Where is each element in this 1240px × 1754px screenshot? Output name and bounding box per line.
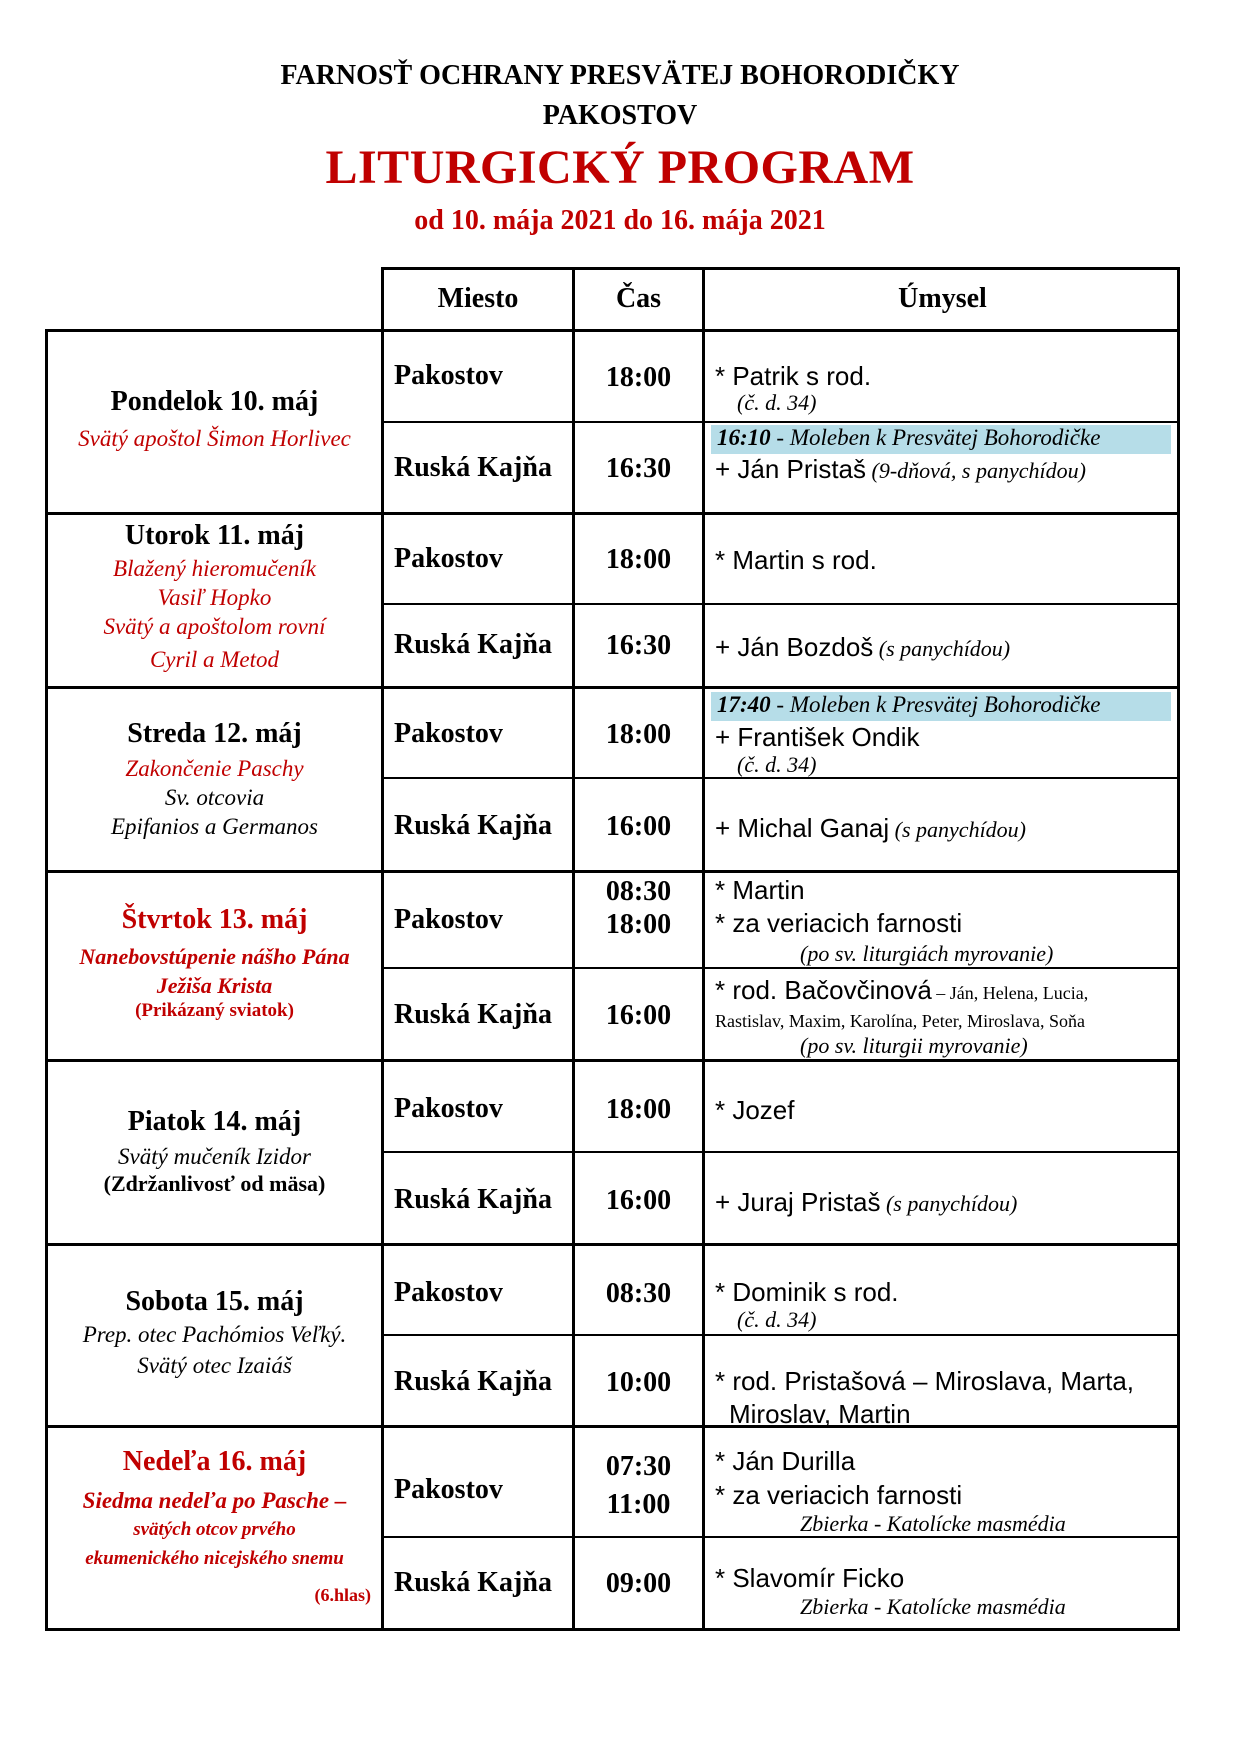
feast-line: svätých otcov prvého [133, 1519, 296, 1540]
time-value: 18:00 [605, 1094, 672, 1125]
feast-line: Prep. otec Pachómios Veľký. [82, 1322, 347, 1347]
day-cell [48, 904, 381, 1022]
place-name: Pakostov [394, 543, 503, 574]
time-value: 09:00 [605, 1568, 672, 1599]
feast-line: Cyril a Metod [149, 647, 280, 672]
time-value: 16:30 [605, 630, 672, 661]
intention-note: (s panychídou) [873, 636, 1011, 661]
divider [45, 686, 1180, 689]
day-name: Sobota 15. máj [125, 1286, 304, 1317]
intention [705, 361, 1175, 414]
intention [705, 1277, 1175, 1332]
day-cell [48, 718, 381, 841]
intention [705, 1446, 1175, 1537]
day-name: Pondelok 10. máj [110, 386, 319, 417]
divider [381, 1334, 1180, 1336]
column-header-time: Čas [615, 283, 662, 314]
intention-text: + František Ondik [715, 722, 920, 752]
time-cell [575, 875, 702, 941]
intention-note: (s panychídou) [880, 1191, 1018, 1216]
time-value: 16:00 [605, 1185, 672, 1216]
feast-note: (Zdržanlivosť od mäsa) [103, 1171, 326, 1196]
place-name: Ruská Kajňa [394, 1366, 552, 1397]
place-name: Ruská Kajňa [394, 810, 552, 841]
day-name: Streda 12. máj [127, 718, 302, 749]
divider [572, 329, 575, 1631]
place-name: Ruská Kajňa [394, 452, 552, 483]
intention-text: * rod. Pristašová – Miroslava, Marta, [715, 1366, 1135, 1396]
divider [381, 777, 1180, 779]
intention [705, 1563, 1175, 1620]
intention-text: + Michal Ganaj [715, 813, 890, 843]
intention-text: * Martin [715, 875, 805, 905]
intention-note: (č. d. 34) [737, 390, 817, 415]
day-cell [48, 1286, 381, 1380]
divider [45, 512, 1180, 515]
place-name: Ruská Kajňa [394, 1567, 552, 1598]
place-name: Pakostov [394, 904, 503, 935]
parish-name: FARNOSŤ OCHRANY PRESVÄTEJ BOHORODIČKY [280, 60, 960, 91]
time-value: 16:00 [605, 1000, 672, 1031]
day-name: Piatok 14. máj [127, 1106, 302, 1137]
place-name: Pakostov [394, 1474, 503, 1505]
intention-note: (po sv. liturgii myrovanie) [800, 1033, 1028, 1058]
column-header-place: Miesto [437, 283, 519, 314]
intention-note: (po sv. liturgiách myrovanie) [800, 941, 1054, 966]
intention [705, 1366, 1175, 1430]
day-cell [48, 520, 381, 674]
intention-text: + Ján Pristaš [715, 454, 867, 484]
family-names: Rastislav, Maxim, Karolína, Peter, Miroslava, Soňa [715, 1011, 1086, 1031]
intention [705, 813, 1175, 845]
day-cell [48, 1446, 381, 1573]
intention-text: * za veriacich farnosti [715, 1480, 963, 1510]
intention [705, 632, 1175, 664]
divider [381, 603, 1180, 605]
day-name: Štvrtok 13. máj [121, 904, 308, 935]
tone-note: (6.hlas) [314, 1585, 371, 1605]
collection-note: Zbierka - Katolícke masmédia [800, 1511, 1066, 1536]
intention-text: * Dominik s rod. [715, 1277, 899, 1307]
day-cell [48, 1106, 381, 1197]
intention-text: * Ján Durilla [715, 1446, 856, 1476]
date-range: od 10. mája 2021 do 16. mája 2021 [414, 205, 826, 236]
time-value: 18:00 [605, 544, 672, 575]
divider [45, 1059, 1180, 1062]
intention-text: * Jozef [715, 1095, 795, 1125]
time-value: 18:00 [605, 362, 672, 393]
time-value: 10:00 [605, 1367, 672, 1398]
divider [381, 329, 384, 1631]
town-name: PAKOSTOV [542, 100, 698, 131]
feast-name: Zakončenie Paschy [125, 756, 304, 781]
feast-line: Svätý otec Izaiáš [137, 1353, 292, 1378]
banner-text: - Moleben k Presvätej Bohorodičke [770, 692, 1101, 717]
time-value: 07:30 [605, 1451, 672, 1482]
banner-time: 16:10 [717, 425, 771, 450]
intention-text: * Martin s rod. [715, 545, 877, 575]
banner-text: - Moleben k Presvätej Bohorodičke [770, 425, 1101, 450]
time-value: 18:00 [605, 909, 672, 940]
intention [705, 1187, 1175, 1219]
day-name: Nedeľa 16. máj [122, 1446, 307, 1477]
intention-text: * za veriacich farnosti [715, 908, 963, 938]
intention [705, 722, 1175, 777]
time-value: 16:00 [605, 811, 672, 842]
intention-note: (č. d. 34) [737, 1307, 817, 1332]
moleben-banner [711, 425, 1171, 454]
column-header-intention: Úmysel [898, 283, 987, 314]
divider [381, 1151, 1180, 1153]
day-name: Utorok 11. máj [124, 520, 305, 551]
feast-line: Svätý a apoštolom rovní [103, 614, 326, 639]
place-name: Pakostov [394, 1093, 503, 1124]
intention [705, 975, 1175, 1059]
day-cell [48, 386, 381, 453]
feast-line: ekumenického nicejského snemu [85, 1548, 344, 1569]
place-name: Ruská Kajňa [394, 1184, 552, 1215]
intention-text: * Slavomír Ficko [715, 1563, 905, 1593]
place-name: Pakostov [394, 718, 503, 749]
intention-note: (s panychídou) [889, 817, 1027, 842]
time-value: 18:00 [605, 719, 672, 750]
family-names: – Ján, Helena, Lucia, [931, 983, 1089, 1003]
time-value: 16:30 [605, 453, 672, 484]
feast-note: (Prikázaný sviatok) [135, 1000, 294, 1021]
time-cell [575, 1448, 702, 1524]
banner-time: 17:40 [717, 692, 771, 717]
feast-line: Blažený hieromučeník [113, 556, 316, 581]
feast-line: Epifanios a Germanos [111, 814, 318, 839]
divider [45, 870, 1180, 873]
place-name: Ruská Kajňa [394, 999, 552, 1030]
moleben-banner [711, 692, 1171, 721]
place-name: Pakostov [394, 360, 503, 391]
intention [705, 454, 1175, 486]
place-name: Ruská Kajňa [394, 629, 552, 660]
intention [705, 875, 1175, 969]
intention-note: (9-dňová, s panychídou) [866, 458, 1086, 483]
page-title: LITURGICKÝ PROGRAM [325, 141, 915, 194]
intention-text: + Ján Bozdoš [715, 632, 874, 662]
intention-text: * rod. Bačovčinová [715, 975, 932, 1005]
time-value: 08:30 [605, 876, 672, 907]
time-value: 08:30 [605, 1278, 672, 1309]
intention-text: Miroslav, Martin [729, 1399, 911, 1429]
place-name: Pakostov [394, 1277, 503, 1308]
divider [45, 1243, 1180, 1246]
feast-name: Siedma nedeľa po Pasche – [82, 1488, 347, 1513]
divider [381, 421, 1180, 423]
feast-line: Nanebovstúpenie nášho Pána [79, 944, 350, 969]
time-value: 11:00 [606, 1489, 671, 1520]
feast-line: Sv. otcovia [164, 785, 265, 810]
feast-line: Vasiľ Hopko [157, 585, 272, 610]
intention-text: * Patrik s rod. [715, 361, 872, 391]
intention-text: + Juraj Pristaš [715, 1187, 881, 1217]
feast-name: Svätý apoštol Šimon Horlivec [78, 426, 351, 451]
feast-name: Svätý mučeník Izidor [118, 1144, 311, 1169]
feast-line: Ježiša Krista [156, 973, 273, 998]
intention-note: (č. d. 34) [737, 752, 817, 777]
collection-note: Zbierka - Katolícke masmédia [800, 1594, 1066, 1619]
